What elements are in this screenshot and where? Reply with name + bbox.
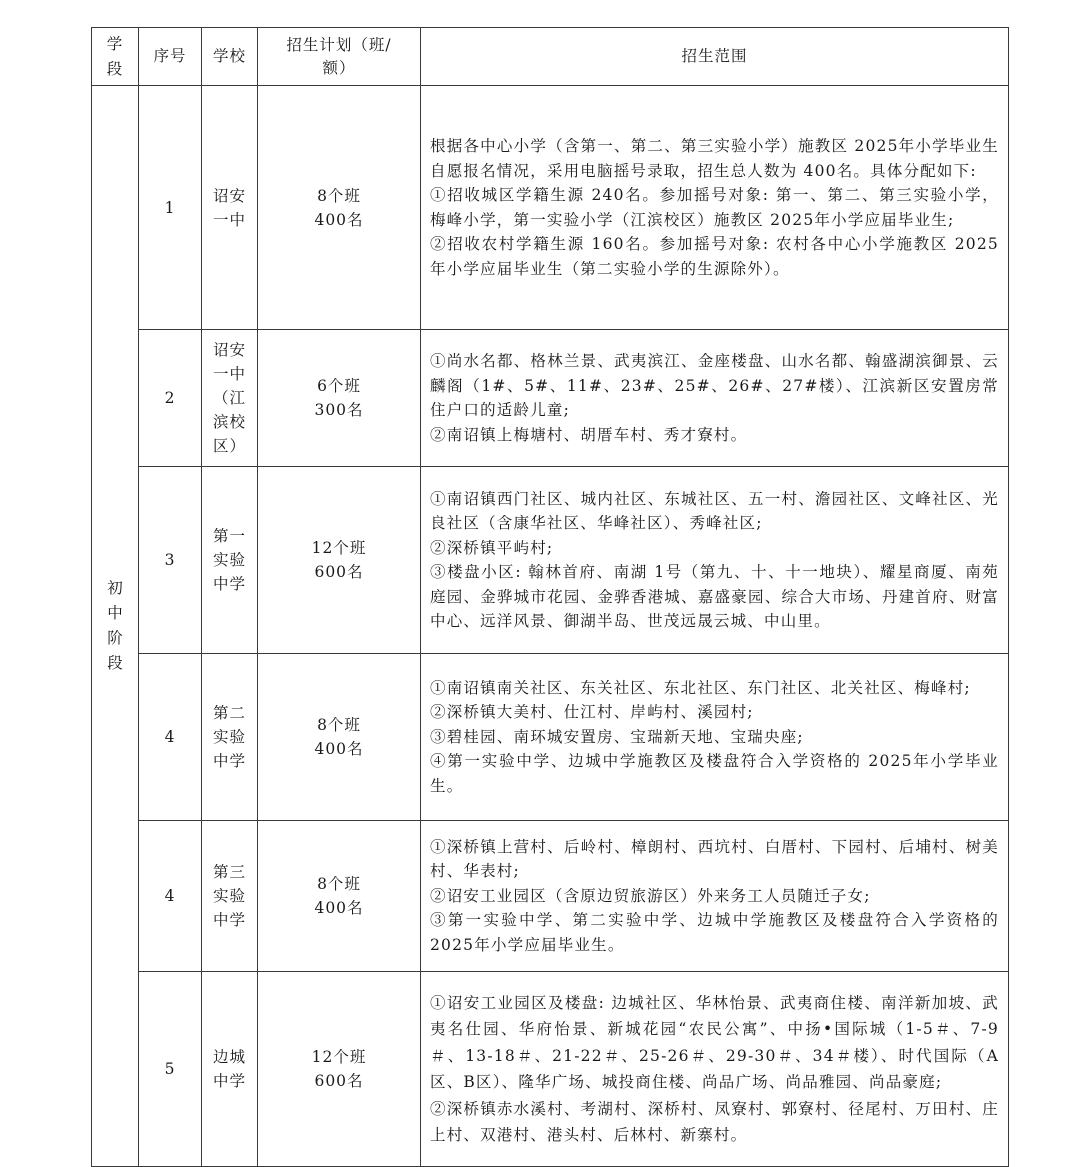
table-row xyxy=(92,467,1009,654)
plan-classes: 8个班 xyxy=(317,716,361,734)
header-seq: 序号 xyxy=(139,28,202,86)
scope-cell xyxy=(421,330,1009,467)
school-cell: 诏安一中（江滨校区） xyxy=(202,330,258,467)
scope-cell xyxy=(421,86,1009,330)
school-cell: 第三实验中学 xyxy=(202,821,258,972)
seq-cell: 5 xyxy=(139,972,202,1167)
plan-quota: 600名 xyxy=(314,1072,364,1090)
plan-quota: 400名 xyxy=(314,899,364,917)
header-school: 学校 xyxy=(202,28,258,86)
table-row xyxy=(92,654,1009,821)
scope-line: ②南诏镇上梅塘村、胡厝车村、秀才寮村。 xyxy=(430,425,748,444)
scope-line: ①南诏镇南关社区、东关社区、东北社区、东门社区、北关社区、梅峰村; xyxy=(430,678,971,697)
plan-classes: 8个班 xyxy=(317,875,361,893)
header-plan: 招生计划（班/额） xyxy=(258,28,421,86)
scope-line: ③楼盘小区: 翰林首府、南湖 1号（第九、十、十一地块）、耀星商厦、南苑庭园、金骅城市花园、金骅香港城、嘉盛豪园、综合大市场、丹建首府、财富中心、远洋风景、御湖半岛、世茂远晟云城、中山里。 xyxy=(430,563,999,630)
plan-classes: 8个班 xyxy=(317,186,361,205)
seq-cell: 1 xyxy=(139,86,202,330)
scope-line: ②深桥镇赤水溪村、考湖村、深桥村、凤寮村、郭寮村、径尾村、万田村、庄上村、双港村、港头村、后林村、新寨村。 xyxy=(430,1099,999,1144)
scope-line: ①南诏镇西门社区、城内社区、东城社区、五一村、澹园社区、文峰社区、光良社区（含康华社区、华峰社区）、秀峰社区; xyxy=(430,489,999,532)
scope-cell xyxy=(421,821,1009,972)
table-row xyxy=(92,821,1009,972)
plan-quota: 600名 xyxy=(314,563,364,581)
plan-cell xyxy=(258,467,421,654)
plan-quota: 300名 xyxy=(314,401,364,419)
scope-line: ②诏安工业园区（含原边贸旅游区）外来务工人员随迁子女; xyxy=(430,886,871,905)
plan-cell xyxy=(258,86,421,330)
scope-line: ①尚水名都、格林兰景、武夷滨江、金座楼盘、山水名都、翰盛湖滨御景、云麟阁（1#、5#、11#、23#、25#、26#、27#楼）、江滨新区安置房常住户口的适龄儿童; xyxy=(430,352,999,419)
school-cell: 第二实验中学 xyxy=(202,654,258,821)
school-cell: 边城中学 xyxy=(202,972,258,1167)
header-scope: 招生范围 xyxy=(421,28,1009,86)
plan-classes: 12个班 xyxy=(311,1048,367,1066)
scope-line: ③碧桂园、南环城安置房、宝瑞新天地、宝瑞央座; xyxy=(430,727,804,746)
plan-cell xyxy=(258,330,421,467)
enrollment-table xyxy=(91,27,1009,1167)
table-row xyxy=(92,972,1009,1167)
seq-cell: 4 xyxy=(139,821,202,972)
plan-cell xyxy=(258,821,421,972)
table-row xyxy=(92,330,1009,467)
document-page xyxy=(91,27,1008,1167)
scope-line: ①深桥镇上营村、后岭村、樟朗村、西坑村、白厝村、下园村、后埔村、树美村、华表村; xyxy=(430,837,999,881)
scope-line: 根据各中心小学（含第一、第二、第三实验小学）施教区 2025年小学毕业生自愿报名情况，采用电脑摇号录取，招生总人数为 400名。具体分配如下: xyxy=(430,137,999,180)
seq-cell: 2 xyxy=(139,330,202,467)
table-row xyxy=(92,86,1009,330)
scope-line: ①招收城区学籍生源 240名。参加摇号对象: 第一、第二、第三实验小学，梅峰小学，第一实验小学（江滨校区）施教区 2025年小学应届毕业生; xyxy=(430,186,999,229)
header-stage: 学段 xyxy=(92,28,139,86)
scope-line: ④第一实验中学、边城中学施教区及楼盘符合入学资格的 2025年小学毕业生。 xyxy=(430,752,999,795)
scope-cell xyxy=(421,972,1009,1167)
header-row xyxy=(92,28,1009,86)
stage-cell: 初中阶段 xyxy=(92,86,139,1167)
seq-cell: 4 xyxy=(139,654,202,821)
scope-line: ②招收农村学籍生源 160名。参加摇号对象: 农村各中心小学施教区 2025年小学应届毕业生（第二实验小学的生源除外）。 xyxy=(430,235,999,278)
scope-cell xyxy=(421,467,1009,654)
school-cell: 诏安一中 xyxy=(202,86,258,330)
plan-classes: 6个班 xyxy=(317,377,361,395)
plan-cell xyxy=(258,972,421,1167)
plan-classes: 12个班 xyxy=(311,539,367,557)
seq-cell: 3 xyxy=(139,467,202,654)
scope-cell xyxy=(421,654,1009,821)
scope-line: ③第一实验中学、第二实验中学、边城中学施教区及楼盘符合入学资格的 2025年小学应届毕业生。 xyxy=(430,911,999,954)
scope-line: ①诏安工业园区及楼盘: 边城社区、华林怡景、武夷商住楼、南洋新加坡、武夷名仕园、华府怡景、新城花园“农民公寓”、中扬•国际城（1-5＃、7-9＃、13-18＃、21-22＃、25-26＃、29-30＃、34＃楼）、时代国际（A区、B区）、隆华广场、城投商住楼、尚品广场、尚品雅园、尚品豪庭; xyxy=(430,993,999,1091)
plan-quota: 400名 xyxy=(314,740,364,758)
plan-cell xyxy=(258,654,421,821)
scope-line: ②深桥镇大美村、仕江村、岸屿村、溪园村; xyxy=(430,703,754,722)
school-cell: 第一实验中学 xyxy=(202,467,258,654)
scope-line: ②深桥镇平屿村; xyxy=(430,538,554,557)
plan-quota: 400名 xyxy=(314,210,364,229)
